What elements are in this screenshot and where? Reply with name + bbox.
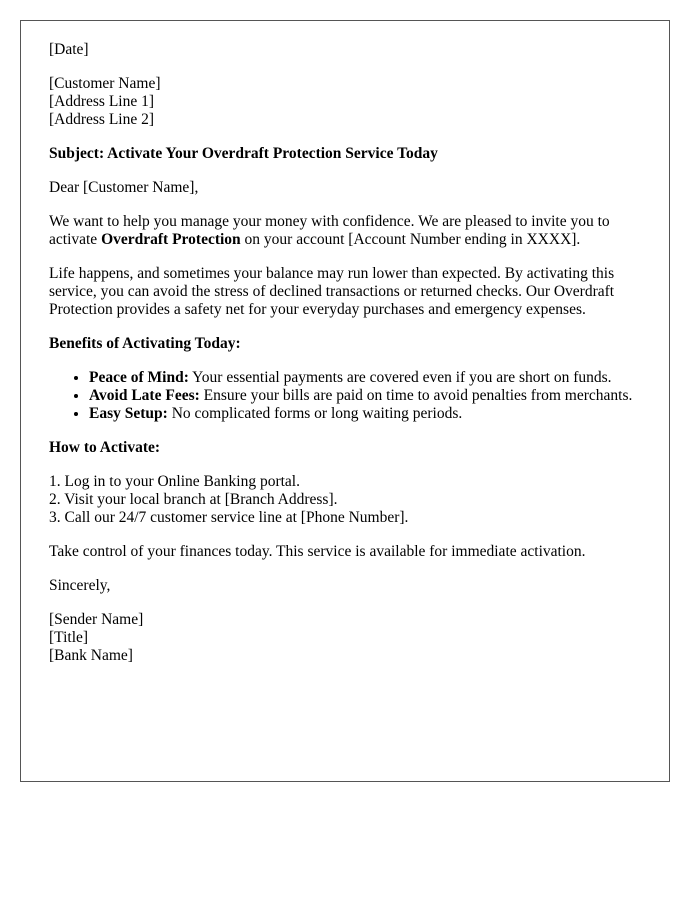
activation-step: 1. Log in to your Online Banking portal. — [49, 473, 300, 490]
salutation: Dear [Customer Name], — [49, 179, 199, 196]
benefit-text: No complicated forms or long waiting periods. — [167, 405, 463, 422]
sender-signature — [49, 611, 649, 665]
recipient-address — [49, 75, 649, 129]
benefit-title: Easy Setup: — [89, 405, 168, 422]
sender-title: [Title] — [49, 629, 89, 646]
intro-text-bold: Overdraft Protection — [101, 231, 241, 248]
activation-step: 3. Call our 24/7 customer service line at [Phone Number]. — [49, 509, 409, 526]
letter-subject: Subject: Activate Your Overdraft Protection Service Today — [49, 145, 438, 162]
closing-paragraph: Take control of your finances today. This service is available for immediate activation. — [49, 543, 586, 560]
letter-page — [20, 20, 670, 782]
activation-step: 2. Visit your local branch at [Branch Address]. — [49, 491, 338, 508]
intro-text-before: We want to help you manage your money with confidence. We are pleased to invite you to activate — [49, 213, 610, 248]
intro-text-after: on your account [Account Number ending in XXXX]. — [240, 231, 581, 248]
benefit-title: Peace of Mind: — [89, 369, 189, 386]
recipient-name: [Customer Name] — [49, 75, 161, 92]
sender-name: [Sender Name] — [49, 611, 144, 628]
benefit-item — [89, 387, 649, 405]
activation-heading: How to Activate: — [49, 439, 161, 456]
benefit-title: Avoid Late Fees: — [89, 387, 200, 404]
benefits-heading: Benefits of Activating Today: — [49, 335, 241, 352]
benefit-text: Ensure your bills are paid on time to avoid penalties from merchants. — [199, 387, 633, 404]
benefit-item — [89, 369, 649, 387]
recipient-address-line-1: [Address Line 1] — [49, 93, 155, 110]
body-paragraph: Life happens, and sometimes your balance may run lower than expected. By activating this service, you can avoid the stress of declined transactions or returned checks. Our Overdraft Protection provides a safety net for your everyday purchases and emergency expenses. — [49, 265, 615, 318]
benefit-item — [89, 405, 649, 423]
activation-steps — [49, 473, 649, 527]
recipient-address-line-2: [Address Line 2] — [49, 111, 155, 128]
sender-bank: [Bank Name] — [49, 647, 133, 664]
letter-date: [Date] — [49, 41, 89, 58]
benefits-list — [49, 369, 649, 423]
signoff: Sincerely, — [49, 577, 111, 594]
benefit-text: Your essential payments are covered even if you are short on funds. — [188, 369, 612, 386]
intro-paragraph — [49, 213, 649, 249]
